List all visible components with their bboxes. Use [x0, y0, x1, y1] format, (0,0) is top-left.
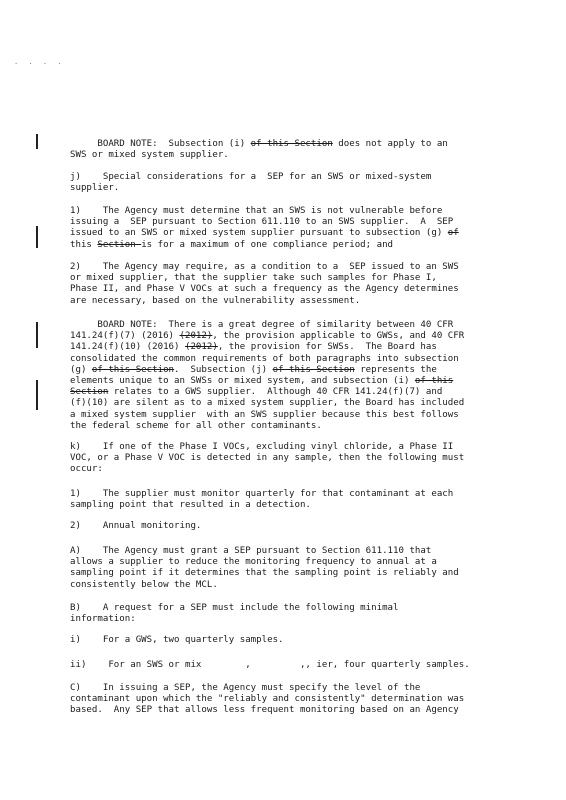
deleted-text: of: [447, 228, 459, 239]
paragraph-text: , the provision for SWSs. The Board has consolidated the common requirements of both paragraphs into subsection (g): [70, 342, 459, 375]
revision-bar: [36, 380, 38, 410]
paragraph-text: C) In issuing a SEP, the Agency must specify the level of the contaminant upon which the "reliably and consistently" determination was based. Any SEP that allows less frequent monitoring based on an Agency: [70, 683, 465, 716]
revision-bar: [36, 134, 38, 149]
board-note-paragraph: [70, 139, 502, 161]
deleted-text: of this: [414, 376, 454, 387]
revision-bar: [36, 226, 38, 248]
paragraph-k-1: [70, 489, 502, 511]
paragraph-text: represents the elements unique to an SWSs or mixed system, and subsection (i): [70, 364, 437, 387]
deleted-text: of this Section: [272, 364, 355, 375]
paragraph-text: is for a maximum of one compliance period; and: [141, 239, 394, 250]
revision-bar: [36, 322, 38, 348]
paragraph-text: 2) Annual monitoring.: [70, 521, 202, 531]
paragraph-text: B) A request for a SEP must include the following minimal information:: [70, 603, 399, 625]
paragraph-text: , the provision applicable to GWSs, and 40 CFR 141.24(f)(10) (2016): [70, 331, 465, 353]
paragraph-text: ii) For an SWS or mix , ,, ier, four quarterly samples.: [70, 660, 470, 670]
paragraph-text: 1) The supplier must monitor quarterly for that contaminant at each sampling point that resulted in a detection.: [70, 489, 454, 511]
paragraph-text: relates to a GWS supplier. Although 40 CFR 141.24(f)(7) and (f)(10) are silent as to a mixed system supplier, the Board has included a mixed system supplier with an SWS supplier because this best follows the federal scheme for all other contaminants.: [70, 387, 465, 431]
paragraph-k-2-B: [70, 603, 502, 625]
paragraph-text: i) For a GWS, two quarterly samples.: [70, 635, 284, 645]
board-note-paragraph: [70, 320, 502, 432]
paragraph-k-2-A: [70, 546, 502, 591]
subsection-j-heading: [70, 172, 502, 194]
deleted-text: (2012): [179, 331, 213, 342]
deleted-text: (2012): [184, 342, 218, 353]
deleted-text: Section: [70, 387, 109, 398]
paragraph-text: . Subsection (j): [174, 364, 273, 375]
deleted-text: Section: [97, 239, 142, 250]
paragraph-k-2-B-i: [70, 635, 502, 646]
paragraph-j-1: [70, 206, 502, 251]
deleted-text: of this Section: [250, 139, 333, 149]
paragraph-k-2-B-ii: [70, 660, 502, 671]
header-marks: . . . .: [14, 58, 65, 66]
paragraph-text: this: [70, 239, 92, 250]
paragraph-text: 2) The Agency may require, as a condition to a SEP issued to an SWS or mixed supplier, that the supplier take such samples for Phase I, Phase II, and Phase V VOCs at such a frequency as the Agency determines are necessary, based on the vulnerability assessment.: [70, 262, 459, 306]
paragraph-text: BOARD NOTE: Subsection (i): [70, 139, 251, 149]
paragraph-text: k) If one of the Phase I VOCs, excluding vinyl chloride, a Phase II VOC, or a Phase V VOC is detected in any sample, then the following must occur:: [70, 442, 465, 475]
paragraph-text: BOARD NOTE: There is a great degree of similarity between 40 CFR 141.24(f)(7) (2016): [70, 320, 454, 342]
paragraph-text: A) The Agency must grant a SEP pursuant to Section 611.110 that allows a supplier to reduce the monitoring frequency to annual at a sampling point if it determines that the sampling point is reliably and consistently below the MCL.: [70, 546, 459, 590]
paragraph-j-2: [70, 262, 502, 307]
deleted-text: of this Section: [91, 364, 175, 375]
paragraph-text: j) Special considerations for a SEP for an SWS or mixed-system supplier.: [70, 172, 432, 194]
paragraph-k-2: [70, 521, 502, 532]
subsection-k-heading: [70, 442, 502, 476]
paragraph-text: does not apply to an SWS or mixed system supplier.: [70, 139, 448, 161]
paragraph-k-2-C: [70, 683, 502, 717]
paragraph-text: 1) The Agency must determine that an SWS is not vulnerable before issuing a SEP pursuant to Section 611.110 to an SWS supplier. A SEP issued to an SWS or mixed system supplier pursuant to subsection (g): [70, 206, 454, 239]
